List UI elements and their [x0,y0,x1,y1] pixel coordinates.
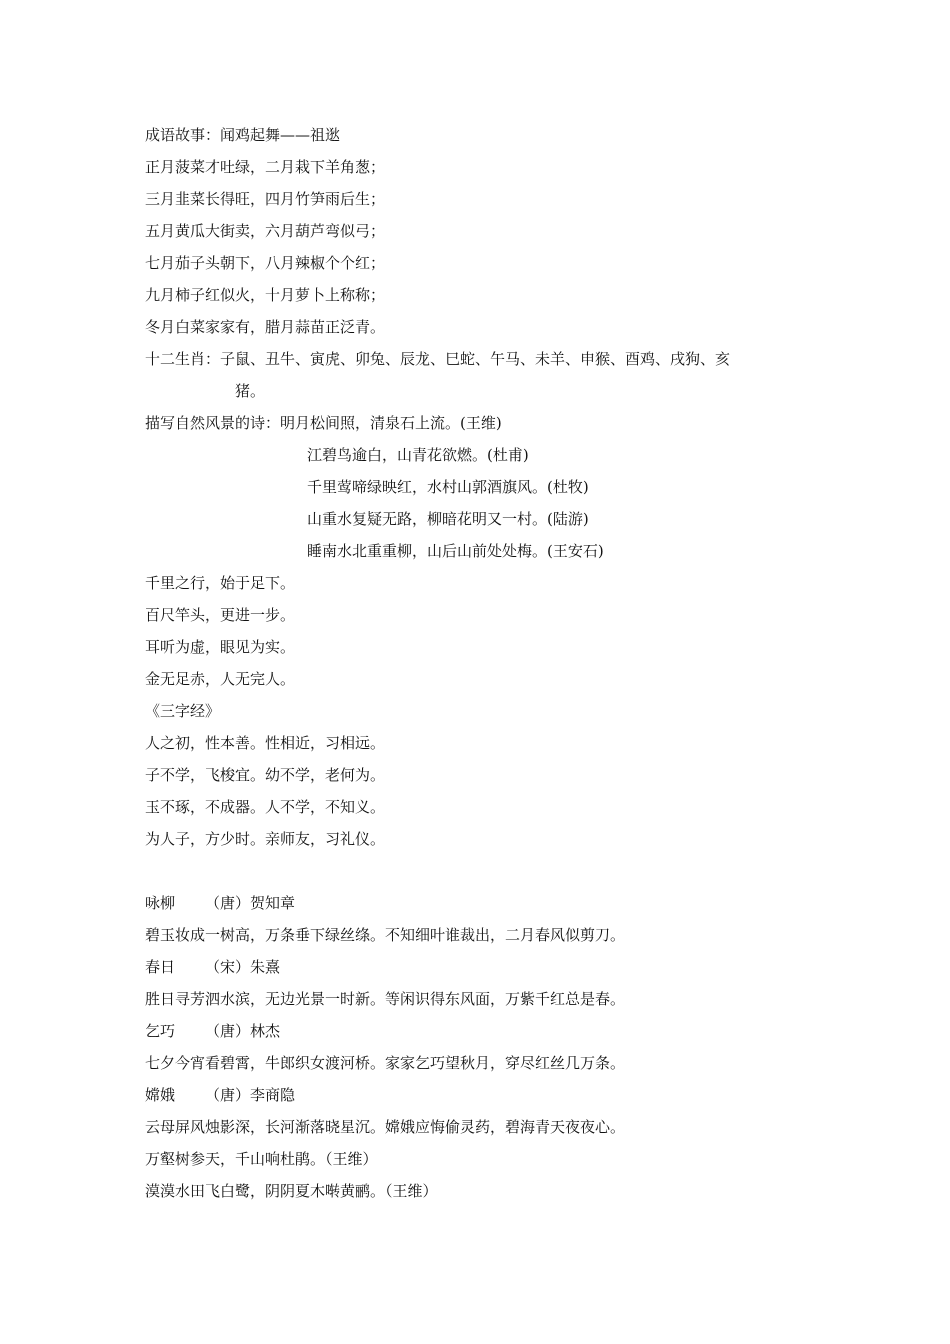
poem-title: 春日 [145,958,176,976]
nature-poem-line-1: 江碧鸟逾白，山青花欲燃。(杜甫) [307,446,529,464]
classic-line-1: 人之初，性本善。性相近，习相远。 [145,734,386,752]
poem-text-chunri: 胜日寻芳泗水滨，无边光景一时新。等闲识得东风面，万紫千红总是春。 [145,990,626,1008]
three-character-classic-title: 《三字经》 [145,702,221,720]
poem-title: 咏柳 [145,894,176,912]
vegetable-rhyme-line-4: 七月茄子头朝下，八月辣椒个个红； [145,254,386,272]
poem-text-yongliu: 碧玉妆成一树高，万条垂下绿丝绦。不知细叶谁裁出，二月春风似剪刀。 [145,926,626,944]
classic-line-4: 为人子，方少时。亲师友，习礼仪。 [145,830,386,848]
poem-author: （唐）贺知章 [205,894,296,912]
nature-poem-line-2: 千里莺啼绿映红，水村山郭酒旗风。(杜牧) [307,478,589,496]
vegetable-rhyme-line-5: 九月柿子红似火，十月萝卜上称称； [145,286,386,304]
nature-poems-heading: 描写自然风景的诗：明月松间照，清泉石上流。(王维) [145,414,502,432]
vegetable-rhyme-line-3: 五月黄瓜大街卖，六月葫芦弯似弓； [145,222,386,240]
poem-title: 嫦娥 [145,1086,176,1104]
nature-poem-line-3: 山重水复疑无路，柳暗花明又一村。(陆游) [307,510,589,528]
poem-text-qiqiao: 七夕今宵看碧霄，牛郎织女渡河桥。家家乞巧望秋月，穿尽红丝几万条。 [145,1054,626,1072]
nature-poem-line-4: 睡南水北重重柳，山后山前处处梅。(王安石) [307,542,604,560]
idiom-story-line: 成语故事：闻鸡起舞——祖逖 [145,126,341,144]
poem-heading-qiqiao [145,1021,280,1041]
poem-title: 乞巧 [145,1022,176,1040]
poem-heading-change [145,1085,295,1105]
wang-wei-line-1: 万壑树参天，千山响杜鹃。（王维） [145,1150,378,1168]
wang-wei-line-2: 漠漠水田飞白鹭，阴阴夏木啭黄鹂。（王维） [145,1182,438,1200]
vegetable-rhyme-line-2: 三月韭菜长得旺，四月竹笋雨后生； [145,190,386,208]
zodiac-line: 十二生肖：子鼠、丑牛、寅虎、卯兔、辰龙、巳蛇、午马、未羊、申猴、酉鸡、戌狗、亥 [145,350,731,368]
classic-line-2: 子不学，飞梭宜。幼不学，老何为。 [145,766,386,784]
classic-line-3: 玉不琢，不成器。人不学，不知义。 [145,798,386,816]
proverb-line-3: 耳听为虚，眼见为实。 [145,638,296,656]
proverb-line-4: 金无足赤，人无完人。 [145,670,296,688]
proverb-line-1: 千里之行，始于足下。 [145,574,296,592]
poem-author: （唐）林杰 [205,1022,281,1040]
poem-text-change: 云母屏风烛影深，长河渐落晓星沉。嫦娥应悔偷灵药，碧海青天夜夜心。 [145,1118,626,1136]
zodiac-line-continued: 猪。 [235,382,266,400]
poem-heading-chunri [145,957,280,977]
poem-heading-yongliu [145,893,295,913]
vegetable-rhyme-line-1: 正月菠菜才吐绿，二月栽下羊角葱； [145,158,386,176]
proverb-line-2: 百尺竿头，更进一步。 [145,606,296,624]
poem-author: （唐）李商隐 [205,1086,296,1104]
vegetable-rhyme-line-6: 冬月白菜家家有，腊月蒜苗正泛青。 [145,318,386,336]
poem-author: （宋）朱熹 [205,958,281,976]
